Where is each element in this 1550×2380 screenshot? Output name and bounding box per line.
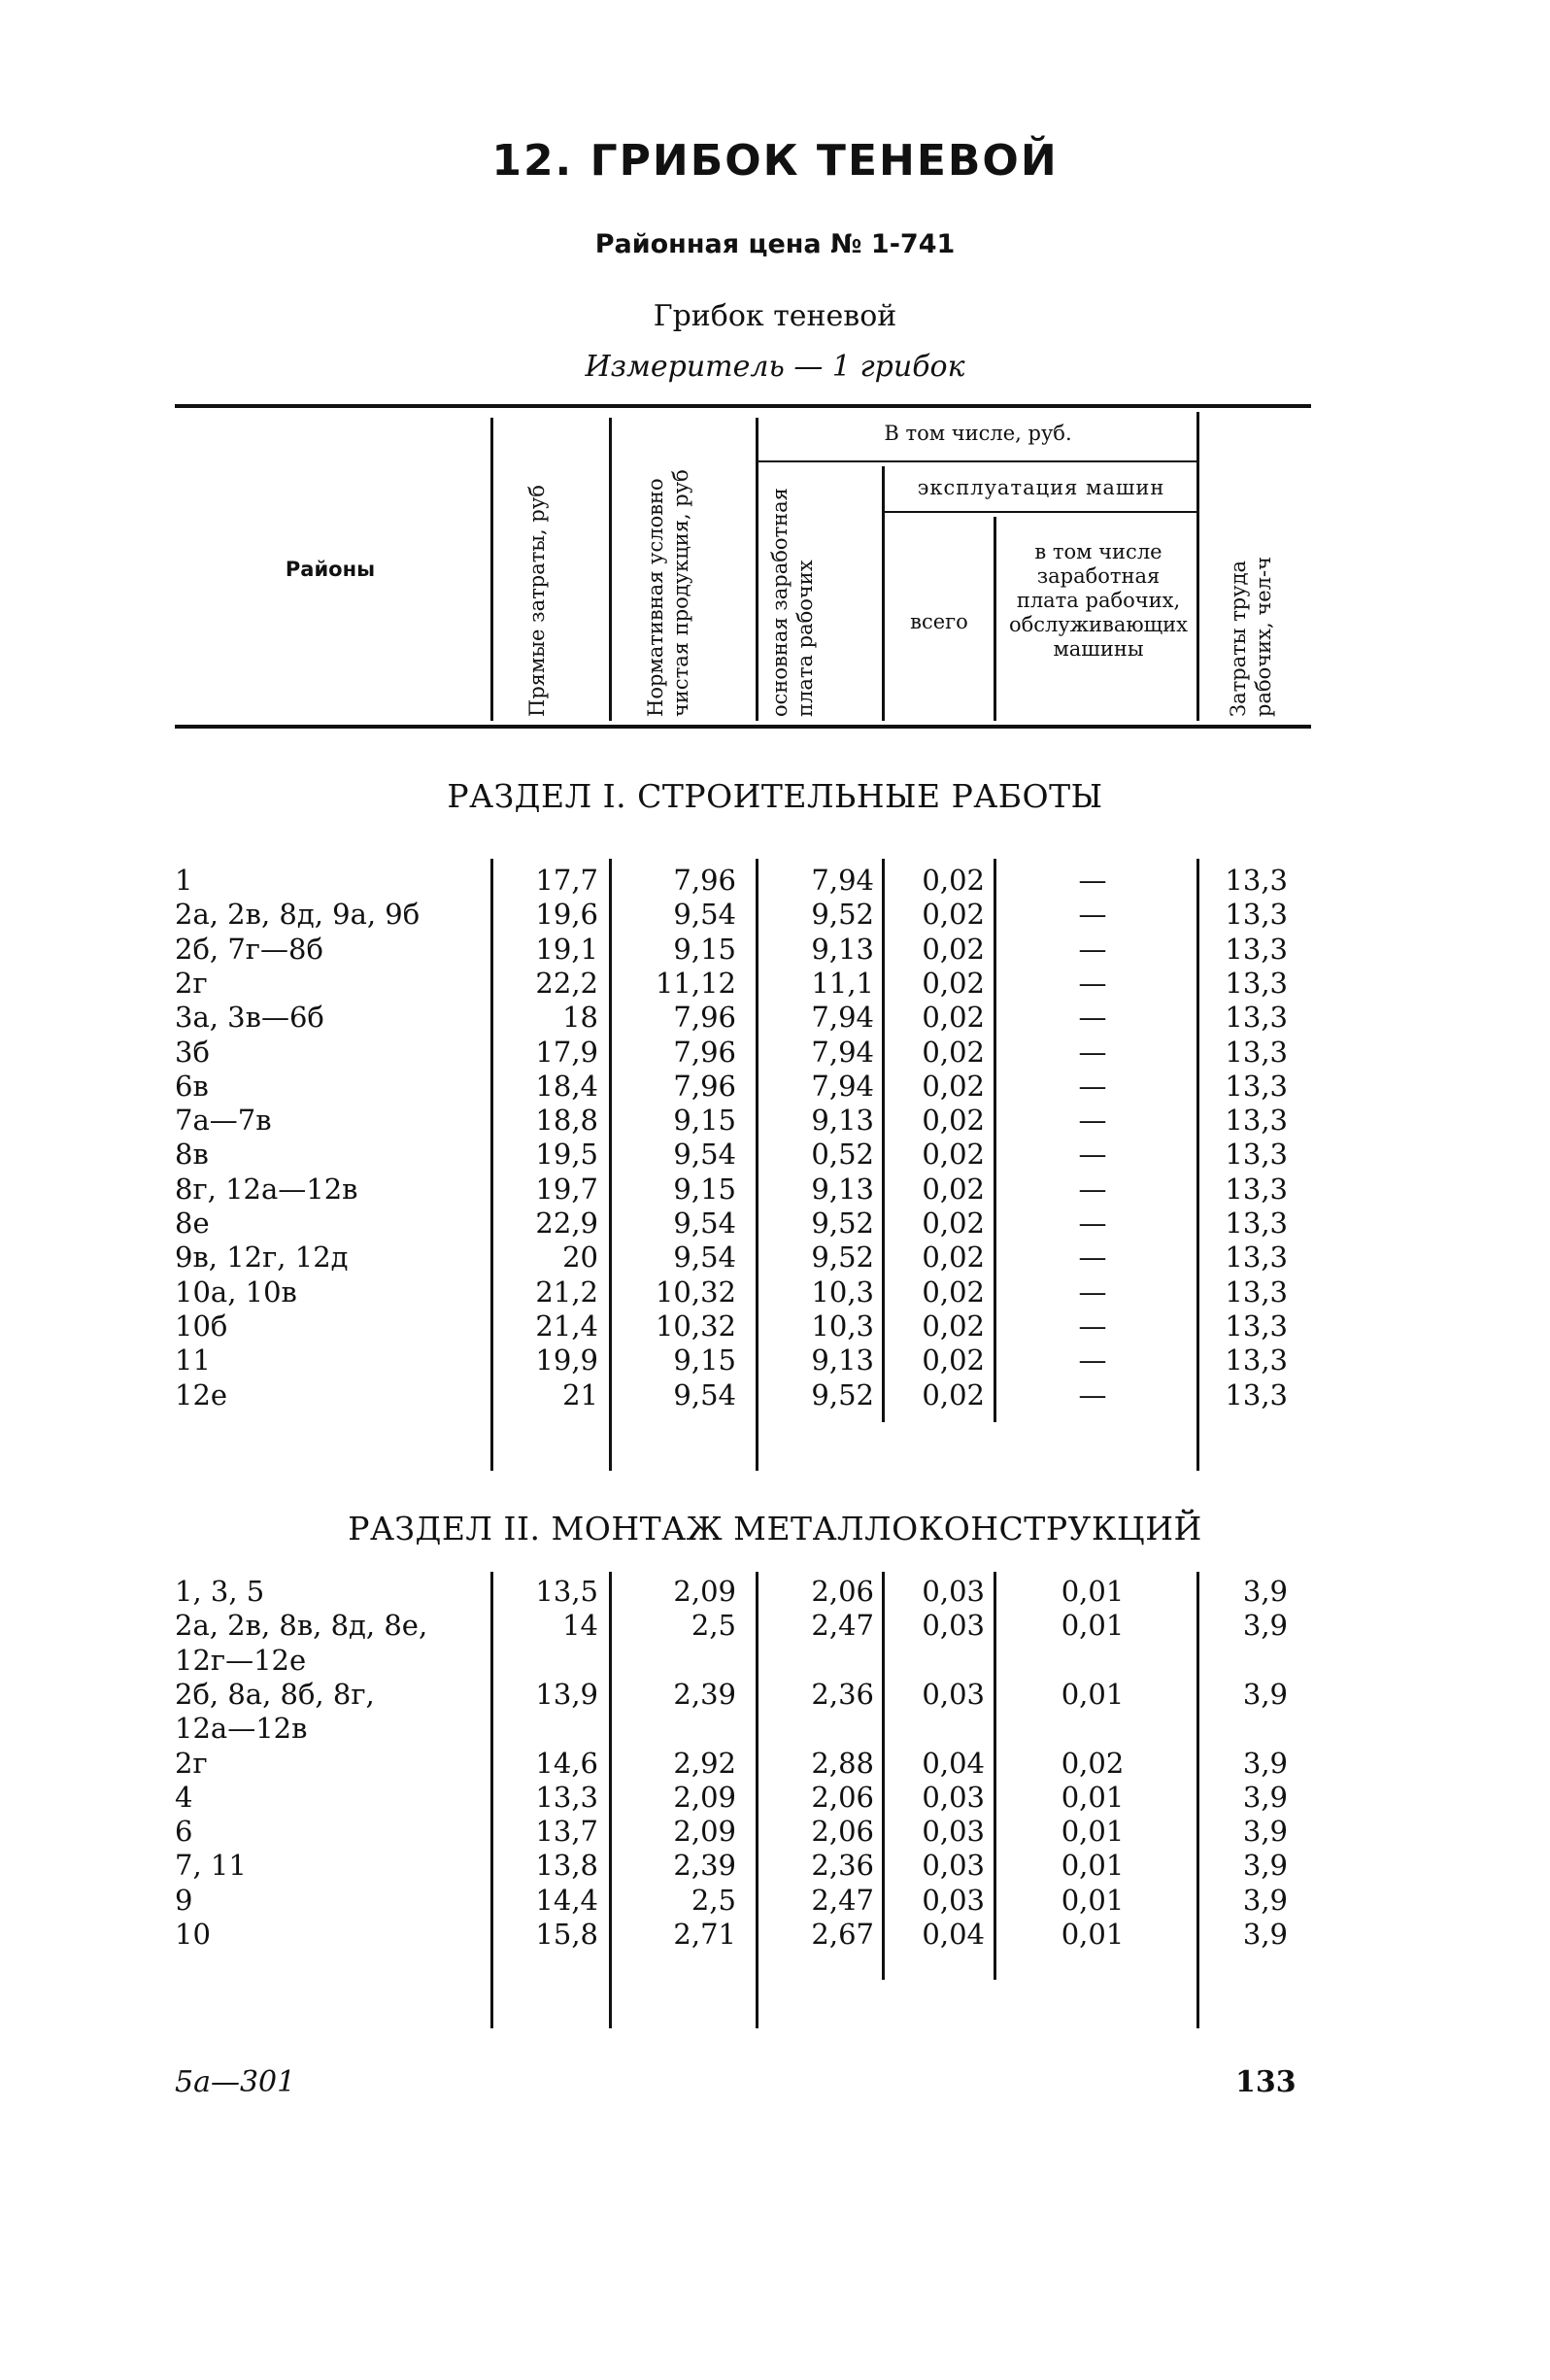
- normative-cell: 9,54: [673, 1138, 736, 1172]
- region-cell: 3а, 3в—6б: [175, 1001, 324, 1035]
- machine-wage-cell: —: [1078, 1275, 1107, 1309]
- machine-total-cell: 0,02: [922, 966, 985, 1000]
- region-cell: 8г, 12а—12в: [175, 1172, 358, 1206]
- table-row: [0, 1574, 1550, 1609]
- base-wage-cell: 7,94: [811, 1001, 874, 1035]
- machine-wage-cell: —: [1078, 932, 1107, 966]
- base-wage-cell: 10,3: [811, 1275, 874, 1309]
- machine-wage-cell: —: [1078, 1377, 1107, 1411]
- region-cell: 8е: [175, 1207, 210, 1240]
- header-divider-3: [756, 418, 758, 721]
- labor-cell: 13,3: [1225, 932, 1288, 966]
- machine-total-cell: 0,03: [922, 1677, 985, 1711]
- table-row: [0, 1711, 1550, 1746]
- base-wage-cell: 2,67: [811, 1918, 874, 1951]
- section-1-title: РАЗДЕЛ I. СТРОИТЕЛЬНЫЕ РАБОТЫ: [447, 777, 1103, 815]
- region-cell: 8в: [175, 1138, 209, 1172]
- base-wage-cell: 9,52: [811, 1377, 874, 1411]
- base-wage-cell: 9,52: [811, 898, 874, 932]
- table-row: [0, 1608, 1550, 1643]
- direct-cost-cell: 19,1: [535, 932, 598, 966]
- labor-cell: 13,3: [1225, 1172, 1288, 1206]
- machine-wage-cell: —: [1078, 1069, 1107, 1103]
- table-row: [0, 1377, 1550, 1412]
- table-row: [0, 1035, 1550, 1070]
- direct-cost-cell: 13,7: [535, 1815, 598, 1849]
- normative-cell: 7,96: [673, 1069, 736, 1103]
- region-cell: 12а—12в: [175, 1712, 308, 1746]
- table-row: [0, 1780, 1550, 1815]
- labor-cell: 13,3: [1225, 864, 1288, 897]
- labor-cell: 13,3: [1225, 1275, 1288, 1309]
- machine-wage-cell: —: [1078, 1035, 1107, 1069]
- region-cell: 2г: [175, 1746, 208, 1780]
- labor-cell: 3,9: [1242, 1677, 1288, 1711]
- direct-cost-cell: 13,3: [535, 1780, 598, 1814]
- labor-cell: 13,3: [1225, 1377, 1288, 1411]
- header-direct-cost: Прямые затраты, руб: [525, 485, 549, 717]
- normative-cell: 2,39: [673, 1677, 736, 1711]
- direct-cost-cell: 21: [562, 1377, 598, 1411]
- direct-cost-cell: 14: [562, 1609, 598, 1643]
- labor-cell: 13,3: [1225, 1104, 1288, 1138]
- table-row: [0, 1103, 1550, 1138]
- machine-total-cell: 0,04: [922, 1918, 985, 1951]
- normative-cell: 9,15: [673, 1172, 736, 1206]
- normative-cell: 2,5: [691, 1883, 736, 1917]
- labor-cell: 13,3: [1225, 1343, 1288, 1377]
- base-wage-cell: 9,52: [811, 1207, 874, 1240]
- table-row: [0, 1000, 1550, 1035]
- machine-wage-cell: 0,01: [1061, 1575, 1125, 1608]
- table-row: [0, 1343, 1550, 1377]
- section-2-title: РАЗДЕЛ II. МОНТАЖ МЕТАЛЛОКОНСТРУКЦИЙ: [348, 1510, 1202, 1547]
- header-machine-ops: эксплуатация машин: [917, 476, 1165, 499]
- base-wage-cell: 2,06: [811, 1780, 874, 1814]
- direct-cost-cell: 13,9: [535, 1677, 598, 1711]
- direct-cost-cell: 22,2: [535, 966, 598, 1000]
- machine-total-cell: 0,03: [922, 1849, 985, 1883]
- direct-cost-cell: 19,6: [535, 898, 598, 932]
- machine-wage-cell: —: [1078, 1309, 1107, 1343]
- normative-cell: 9,54: [673, 898, 736, 932]
- region-cell: 10а, 10в: [175, 1275, 297, 1309]
- table-row: [0, 1240, 1550, 1275]
- labor-cell: 13,3: [1225, 1069, 1288, 1103]
- header-labor: Затраты труда рабочих, чел-ч: [1227, 557, 1275, 717]
- header-regions: Районы: [285, 558, 376, 581]
- header-divider-1: [490, 418, 493, 721]
- direct-cost-cell: 18,8: [535, 1104, 598, 1138]
- machine-total-cell: 0,03: [922, 1883, 985, 1917]
- machine-wage-cell: —: [1078, 1207, 1107, 1240]
- direct-cost-cell: 17,7: [535, 864, 598, 897]
- base-wage-cell: 2,47: [811, 1883, 874, 1917]
- labor-cell: 3,9: [1242, 1918, 1288, 1951]
- machine-total-cell: 0,03: [922, 1609, 985, 1643]
- labor-cell: 3,9: [1242, 1780, 1288, 1814]
- machine-wage-cell: —: [1078, 966, 1107, 1000]
- region-cell: 2б, 7г—8б: [175, 932, 323, 966]
- direct-cost-cell: 17,9: [535, 1035, 598, 1069]
- header-normative-product: Нормативная условно чистая продукция, руб: [644, 469, 692, 717]
- region-cell: 4: [175, 1780, 193, 1814]
- table-row: [0, 1814, 1550, 1849]
- direct-cost-cell: 21,4: [535, 1309, 598, 1343]
- machine-total-cell: 0,02: [922, 1172, 985, 1206]
- footer-code: 5а—301: [175, 2065, 296, 2099]
- normative-cell: 2,09: [673, 1780, 736, 1814]
- labor-cell: 13,3: [1225, 898, 1288, 932]
- base-wage-cell: 9,13: [811, 1343, 874, 1377]
- base-wage-cell: 2,36: [811, 1677, 874, 1711]
- direct-cost-cell: 19,9: [535, 1343, 598, 1377]
- page-number: 133: [1235, 2065, 1297, 2099]
- region-cell: 12г—12е: [175, 1643, 307, 1677]
- table-row: [0, 897, 1550, 932]
- base-wage-cell: 0,52: [811, 1138, 874, 1172]
- normative-cell: 10,32: [655, 1309, 736, 1343]
- normative-cell: 2,09: [673, 1575, 736, 1608]
- labor-cell: 3,9: [1242, 1849, 1288, 1883]
- machine-total-cell: 0,02: [922, 1309, 985, 1343]
- table-row: [0, 1746, 1550, 1781]
- incl-group-rule: [758, 460, 1196, 462]
- machine-wage-cell: —: [1078, 1138, 1107, 1172]
- header-incl-wage: в том числе заработная плата рабочих, обслуживающих машины: [1008, 540, 1189, 661]
- normative-cell: 2,92: [673, 1746, 736, 1780]
- labor-cell: 3,9: [1242, 1746, 1288, 1780]
- region-cell: 10: [175, 1918, 211, 1951]
- normative-cell: 9,54: [673, 1377, 736, 1411]
- direct-cost-cell: 20: [562, 1241, 598, 1275]
- header-divider-5: [994, 517, 996, 721]
- machine-total-cell: 0,03: [922, 1780, 985, 1814]
- region-cell: 9в, 12г, 12д: [175, 1241, 349, 1275]
- direct-cost-cell: 21,2: [535, 1275, 598, 1309]
- normative-cell: 9,54: [673, 1207, 736, 1240]
- machine-total-cell: 0,02: [922, 1343, 985, 1377]
- direct-cost-cell: 18,4: [535, 1069, 598, 1103]
- machine-wage-cell: —: [1078, 864, 1107, 897]
- region-cell: 9: [175, 1883, 193, 1917]
- table-row: [0, 1172, 1550, 1207]
- base-wage-cell: 2,06: [811, 1815, 874, 1849]
- machine-total-cell: 0,02: [922, 1241, 985, 1275]
- direct-cost-cell: 18: [562, 1001, 598, 1035]
- machine-total-cell: 0,02: [922, 1104, 985, 1138]
- machine-total-cell: 0,03: [922, 1815, 985, 1849]
- machine-total-cell: 0,02: [922, 1207, 985, 1240]
- labor-cell: 3,9: [1242, 1609, 1288, 1643]
- header-bottom-rule: [175, 725, 1311, 729]
- normative-cell: 2,71: [673, 1918, 736, 1951]
- item-name: Грибок теневой: [653, 299, 897, 333]
- machine-wage-cell: —: [1078, 1343, 1107, 1377]
- table-row: [0, 1137, 1550, 1172]
- machine-total-cell: 0,02: [922, 932, 985, 966]
- normative-cell: 9,15: [673, 1343, 736, 1377]
- base-wage-cell: 2,88: [811, 1746, 874, 1780]
- table-row: [0, 1883, 1550, 1918]
- base-wage-cell: 9,13: [811, 1172, 874, 1206]
- normative-cell: 2,39: [673, 1849, 736, 1883]
- region-cell: 7а—7в: [175, 1104, 272, 1138]
- region-cell: 2а, 2в, 8д, 9а, 9б: [175, 898, 421, 932]
- region-cell: 7, 11: [175, 1849, 247, 1883]
- machine-wage-cell: 0,01: [1061, 1609, 1125, 1643]
- direct-cost-cell: 22,9: [535, 1207, 598, 1240]
- machine-wage-cell: —: [1078, 898, 1107, 932]
- machine-wage-cell: —: [1078, 1001, 1107, 1035]
- labor-cell: 13,3: [1225, 966, 1288, 1000]
- base-wage-cell: 2,47: [811, 1609, 874, 1643]
- machine-wage-cell: —: [1078, 1172, 1107, 1206]
- machine-ops-rule: [884, 511, 1196, 513]
- machine-total-cell: 0,02: [922, 1138, 985, 1172]
- base-wage-cell: 10,3: [811, 1309, 874, 1343]
- labor-cell: 13,3: [1225, 1035, 1288, 1069]
- direct-cost-cell: 13,5: [535, 1575, 598, 1608]
- base-wage-cell: 2,06: [811, 1575, 874, 1608]
- machine-wage-cell: 0,01: [1061, 1780, 1125, 1814]
- region-cell: 2г: [175, 966, 208, 1000]
- machine-total-cell: 0,03: [922, 1575, 985, 1608]
- region-cell: 11: [175, 1343, 211, 1377]
- price-label: Районная цена № 1-741: [594, 229, 956, 259]
- region-cell: 6в: [175, 1069, 209, 1103]
- region-cell: 1, 3, 5: [175, 1575, 265, 1608]
- machine-total-cell: 0,02: [922, 1035, 985, 1069]
- labor-cell: 13,3: [1225, 1207, 1288, 1240]
- header-incl-group: В том числе, руб.: [884, 422, 1072, 445]
- labor-cell: 13,3: [1225, 1001, 1288, 1035]
- region-cell: 6: [175, 1815, 193, 1849]
- base-wage-cell: 9,13: [811, 1104, 874, 1138]
- machine-wage-cell: 0,01: [1061, 1815, 1125, 1849]
- header-base-wage: основная заработная плата рабочих: [768, 488, 817, 717]
- machine-total-cell: 0,02: [922, 898, 985, 932]
- labor-cell: 13,3: [1225, 1241, 1288, 1275]
- header-top-rule: [175, 404, 1311, 408]
- normative-cell: 7,96: [673, 1035, 736, 1069]
- direct-cost-cell: 15,8: [535, 1918, 598, 1951]
- base-wage-cell: 9,52: [811, 1241, 874, 1275]
- region-cell: 12е: [175, 1377, 228, 1411]
- header-total: всего: [910, 610, 968, 633]
- table-row: [0, 1275, 1550, 1309]
- base-wage-cell: 9,13: [811, 932, 874, 966]
- machine-total-cell: 0,02: [922, 1069, 985, 1103]
- machine-wage-cell: —: [1078, 1104, 1107, 1138]
- direct-cost-cell: 19,7: [535, 1172, 598, 1206]
- region-cell: 1: [175, 864, 193, 897]
- machine-wage-cell: 0,01: [1061, 1677, 1125, 1711]
- normative-cell: 9,15: [673, 1104, 736, 1138]
- region-cell: 2б, 8а, 8б, 8г,: [175, 1677, 375, 1711]
- direct-cost-cell: 14,4: [535, 1883, 598, 1917]
- machine-wage-cell: 0,01: [1061, 1849, 1125, 1883]
- machine-total-cell: 0,04: [922, 1746, 985, 1780]
- machine-wage-cell: 0,01: [1061, 1883, 1125, 1917]
- header-divider-2: [609, 418, 612, 721]
- machine-total-cell: 0,02: [922, 1001, 985, 1035]
- machine-wage-cell: —: [1078, 1241, 1107, 1275]
- region-cell: 3б: [175, 1035, 210, 1069]
- normative-cell: 2,09: [673, 1815, 736, 1849]
- machine-total-cell: 0,02: [922, 1275, 985, 1309]
- labor-cell: 3,9: [1242, 1815, 1288, 1849]
- labor-cell: 13,3: [1225, 1138, 1288, 1172]
- normative-cell: 2,5: [691, 1609, 736, 1643]
- header-divider-4: [882, 466, 885, 721]
- base-wage-cell: 7,94: [811, 864, 874, 897]
- table-row: [0, 1677, 1550, 1712]
- base-wage-cell: 11,1: [811, 966, 874, 1000]
- base-wage-cell: 7,94: [811, 1035, 874, 1069]
- table-row: [0, 1643, 1550, 1678]
- base-wage-cell: 2,36: [811, 1849, 874, 1883]
- labor-cell: 3,9: [1242, 1575, 1288, 1608]
- direct-cost-cell: 13,8: [535, 1849, 598, 1883]
- normative-cell: 7,96: [673, 1001, 736, 1035]
- base-wage-cell: 7,94: [811, 1069, 874, 1103]
- table-row: [0, 1206, 1550, 1241]
- table-row: [0, 1848, 1550, 1883]
- labor-cell: 3,9: [1242, 1883, 1288, 1917]
- normative-cell: 11,12: [655, 966, 736, 1000]
- labor-cell: 13,3: [1225, 1309, 1288, 1343]
- machine-wage-cell: 0,02: [1061, 1746, 1125, 1780]
- table-row: [0, 1069, 1550, 1104]
- header-divider-6: [1196, 412, 1199, 721]
- direct-cost-cell: 14,6: [535, 1746, 598, 1780]
- machine-total-cell: 0,02: [922, 864, 985, 897]
- region-cell: 2а, 2в, 8в, 8д, 8е,: [175, 1609, 428, 1643]
- table-row: [0, 966, 1550, 1001]
- direct-cost-cell: 19,5: [535, 1138, 598, 1172]
- measure-unit: Измеритель — 1 грибок: [585, 350, 965, 384]
- machine-total-cell: 0,02: [922, 1377, 985, 1411]
- normative-cell: 9,54: [673, 1241, 736, 1275]
- machine-wage-cell: 0,01: [1061, 1918, 1125, 1951]
- table-row: [0, 1309, 1550, 1343]
- normative-cell: 9,15: [673, 932, 736, 966]
- region-cell: 10б: [175, 1309, 228, 1343]
- normative-cell: 7,96: [673, 864, 736, 897]
- table-row: [0, 1917, 1550, 1952]
- table-row: [0, 932, 1550, 967]
- table-row: [0, 863, 1550, 898]
- normative-cell: 10,32: [655, 1275, 736, 1309]
- page-title: 12. ГРИБОК ТЕНЕВОЙ: [491, 136, 1059, 186]
